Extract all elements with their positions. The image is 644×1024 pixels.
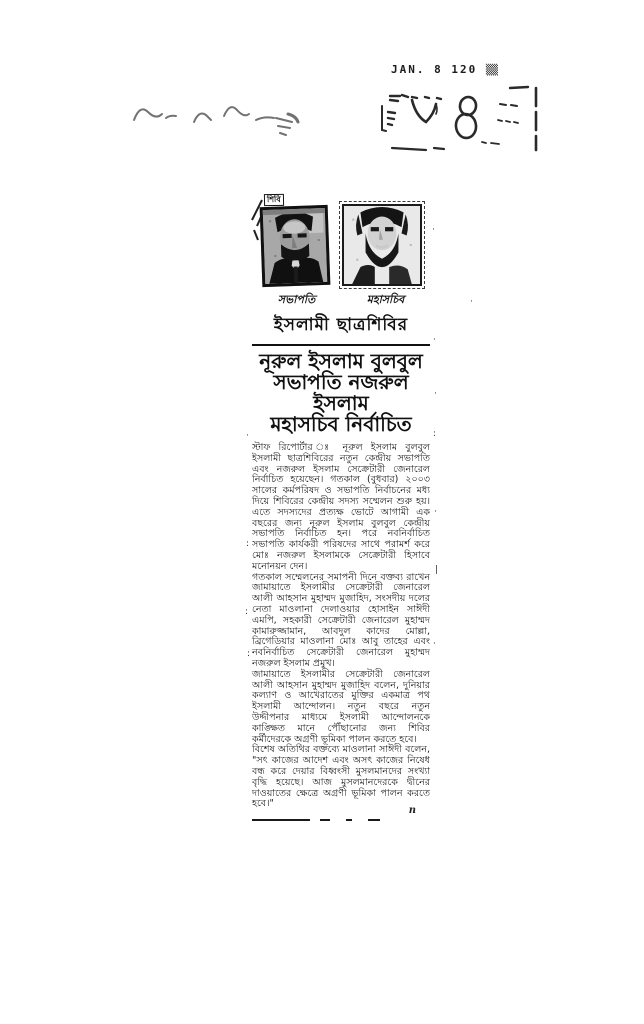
- scan-speck: ·: [434, 507, 437, 517]
- corner-label: শিবি: [264, 194, 284, 206]
- scan-speck: :: [247, 649, 251, 659]
- president-photo: [260, 205, 331, 287]
- secretary-caption: মহাসচিব: [366, 293, 405, 306]
- photo-row: [252, 194, 430, 290]
- received-date-stamp: [391, 63, 498, 76]
- article-paragraph-4: বিশেষ অতিথির বক্তব্যে মাওলানা সাঈদী বলেন, "সৎ কাজের আদেশ এবং অসৎ কাজের নিষেধ বন্ধ করে দেয়ার বিধ্বংসী মুসলমানদের সংখ্যা বৃদ্ধি হয়েছে। আজ মুসলমানদেরকে দ্বীনের দাওয়াতের ক্ষেত্রে অগ্রণী ভূমিকা পালন করতে হবে।": [252, 744, 430, 810]
- article-paragraph-3: জামায়াতে ইসলামীর সেক্রেটারী জেনারেল আলী আহসান মুহাম্মদ মুজাহিদ বলেন, দুনিয়ার কল্যাণ ও আখেরাতের মুক্তির একমাত্র পথ ইসলামী আন্দোলন। নতুন বছরে নতুন উদ্দীপনার মাধ্যমে ইসলামী আন্দোলনকে কাঙ্ক্ষিত মানে পৌঁছানোর জন্য শিবির কর্মীদেরকে অগ্রণী ভূমিকা পালন করতে হবে।: [252, 668, 430, 745]
- handwritten-eight: [455, 96, 477, 139]
- scan-speck: ·: [246, 431, 249, 441]
- end-mark: n: [408, 805, 416, 817]
- end-rule: [252, 817, 402, 823]
- organization-header: ইসলামী ছাত্রশিবির: [252, 312, 430, 346]
- article-body: [252, 443, 430, 810]
- stamp-box-marks: [378, 84, 558, 176]
- scan-speck: :: [246, 539, 250, 549]
- scan-speck: ·: [433, 639, 436, 649]
- news-clipping: [252, 194, 430, 825]
- secretary-photo: [339, 201, 425, 289]
- scan-speck: ·: [434, 389, 437, 399]
- handwritten-scribble: [128, 92, 303, 144]
- scan-speck: |: [435, 565, 439, 575]
- headline: [252, 351, 430, 435]
- article-end: [252, 805, 430, 825]
- scan-speck: ·: [432, 225, 435, 235]
- stamp-date-text: JAN. 8 120: [391, 63, 478, 76]
- stamp-smudge: ▒▒: [485, 65, 498, 76]
- scan-speck: :: [245, 607, 249, 617]
- headline-line-2: সভাপতি নজরুল ইসলাম: [273, 370, 409, 415]
- secretary-portrait-art: [344, 206, 420, 284]
- scan-speck: ·: [433, 335, 436, 345]
- president-portrait-art: [263, 208, 328, 284]
- article-paragraph-1: স্টাফ রিপোর্টার ঃ নূরুল ইসলাম বুলবুল ইসলামী ছাত্রশিবিরের নতুন কেন্দ্রীয় সভাপতি এবং নজরুল ইসলাম সেক্রেটারী জেনারেল নির্বাচিত হয়েছেন। গতকাল (বুধবার) ২০০৩ সালের কর্মপরিষদ ও সভাপতি নির্বাচনের মধ্য দিয়ে শিবিরের কেন্দ্রীয় সদস্য সম্মেলন শুরু হয়। এতে সদস্যদের প্রত্যক্ষ ভোটে আগামী এক বছরের জন্য নূরুল ইসলাম বুলবুল কেন্দ্রীয় সভাপতি নির্বাচিত হন। পরে নবনির্বাচিত সভাপতি কার্যকরী পরিষদের সাথে পরামর্শ করে মোঃ নজরুল ইসলামকে সেক্রেটারী হিসাবে মনোনয়ন দেন।: [252, 442, 430, 572]
- headline-line-1: নূরুল ইসলাম বুলবুল: [259, 349, 423, 373]
- president-caption: সভাপতি: [277, 293, 316, 306]
- article-paragraph-2: গতকাল সম্মেলনের সমাপনী দিনে বক্তব্য রাখেন জামায়াতে ইসলামীর সেক্রেটারী জেনারেল আলী আহসান মুহাম্মদ মুজাহিদ, সংসদীয় দলের নেতা মাওলানা দেলাওয়ার হোসাইন সাঈদী এমপি, সহকারী সেক্রেটারী জেনারেল মুহাম্মদ কামারুজ্জামান, আবদুল কাদের মোল্লা, ব্রিগেডিয়ার মাওলানা মোঃ আবু তাহের এবং নবনির্বাচিত সেক্রেটারী জেনারেল মুহাম্মদ নজরুল ইসলাম প্রমুখ।: [252, 571, 430, 669]
- scan-speck: ·: [470, 297, 473, 307]
- scan-speck: :: [433, 429, 437, 439]
- caption-row: [252, 291, 430, 310]
- headline-line-3: মহাসচিব নির্বাচিত: [270, 412, 412, 436]
